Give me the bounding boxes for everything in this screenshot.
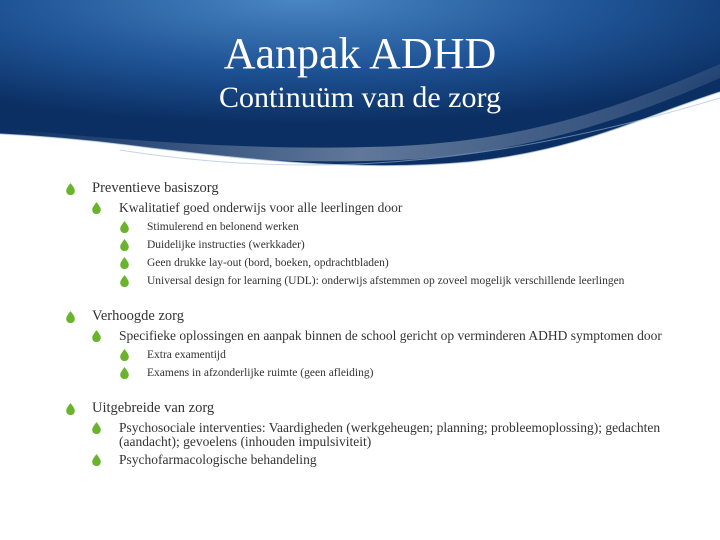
slide-title: Aanpak ADHD	[223, 29, 497, 78]
leaf-bullet-icon	[66, 311, 75, 323]
slide-subtitle: Continuüm van de zorg	[219, 81, 501, 114]
list-subitem	[62, 221, 662, 233]
leaf-bullet-icon	[120, 367, 129, 379]
leaf-bullet-icon	[92, 422, 101, 434]
section-uitgebreide-zorg	[62, 400, 662, 417]
list-item	[62, 201, 662, 215]
leaf-bullet-icon	[92, 454, 101, 466]
section-preventieve-basiszorg	[62, 180, 662, 197]
section-label: Uitgebreide van zorg	[92, 400, 215, 416]
item-label: Kwalitatief goed onderwijs voor alle leerlingen door	[119, 200, 403, 215]
leaf-bullet-icon	[66, 403, 75, 415]
leaf-bullet-icon	[120, 349, 129, 361]
section-label: Preventieve basiszorg	[92, 180, 219, 196]
subitem-label: Geen drukke lay-out (bord, boeken, opdrachtbladen)	[147, 257, 389, 269]
bullet-list	[62, 180, 662, 467]
title-block	[0, 28, 720, 116]
leaf-bullet-icon	[92, 202, 101, 214]
section-spacer	[62, 379, 662, 400]
subitem-label: Stimulerend en belonend werken	[147, 221, 299, 233]
list-subitem	[62, 349, 662, 361]
section-label: Verhoogde zorg	[92, 308, 184, 324]
leaf-bullet-icon	[66, 183, 75, 195]
section-verhoogde-zorg	[62, 308, 662, 325]
list-item	[62, 453, 662, 467]
list-subitem	[62, 239, 662, 251]
subitem-label: Examens in afzonderlijke ruimte (geen afleiding)	[147, 367, 374, 379]
list-item	[62, 329, 662, 343]
leaf-bullet-icon	[120, 239, 129, 251]
leaf-bullet-icon	[120, 275, 129, 287]
leaf-bullet-icon	[120, 257, 129, 269]
subitem-label: Universal design for learning (UDL): onderwijs afstemmen op zoveel mogelijk verschillende leerlingen	[147, 275, 625, 287]
leaf-bullet-icon	[120, 221, 129, 233]
section-spacer	[62, 287, 662, 308]
list-subitem	[62, 367, 662, 379]
item-label: Psychofarmacologische behandeling	[119, 452, 317, 467]
list-subitem	[62, 275, 662, 287]
list-item	[62, 421, 662, 449]
list-subitem	[62, 257, 662, 269]
leaf-bullet-icon	[92, 330, 101, 342]
subitem-label: Extra examentijd	[147, 349, 226, 361]
item-label: Specifieke oplossingen en aanpak binnen de school gericht op verminderen ADHD symptomen door	[119, 328, 662, 343]
subitem-label: Duidelijke instructies (werkkader)	[147, 239, 305, 251]
item-label: Psychosociale interventies: Vaardigheden (werkgeheugen; planning; probleemoplossing); gedachten (aandacht); gevoelens (inhouden impulsiviteit)	[119, 420, 661, 449]
